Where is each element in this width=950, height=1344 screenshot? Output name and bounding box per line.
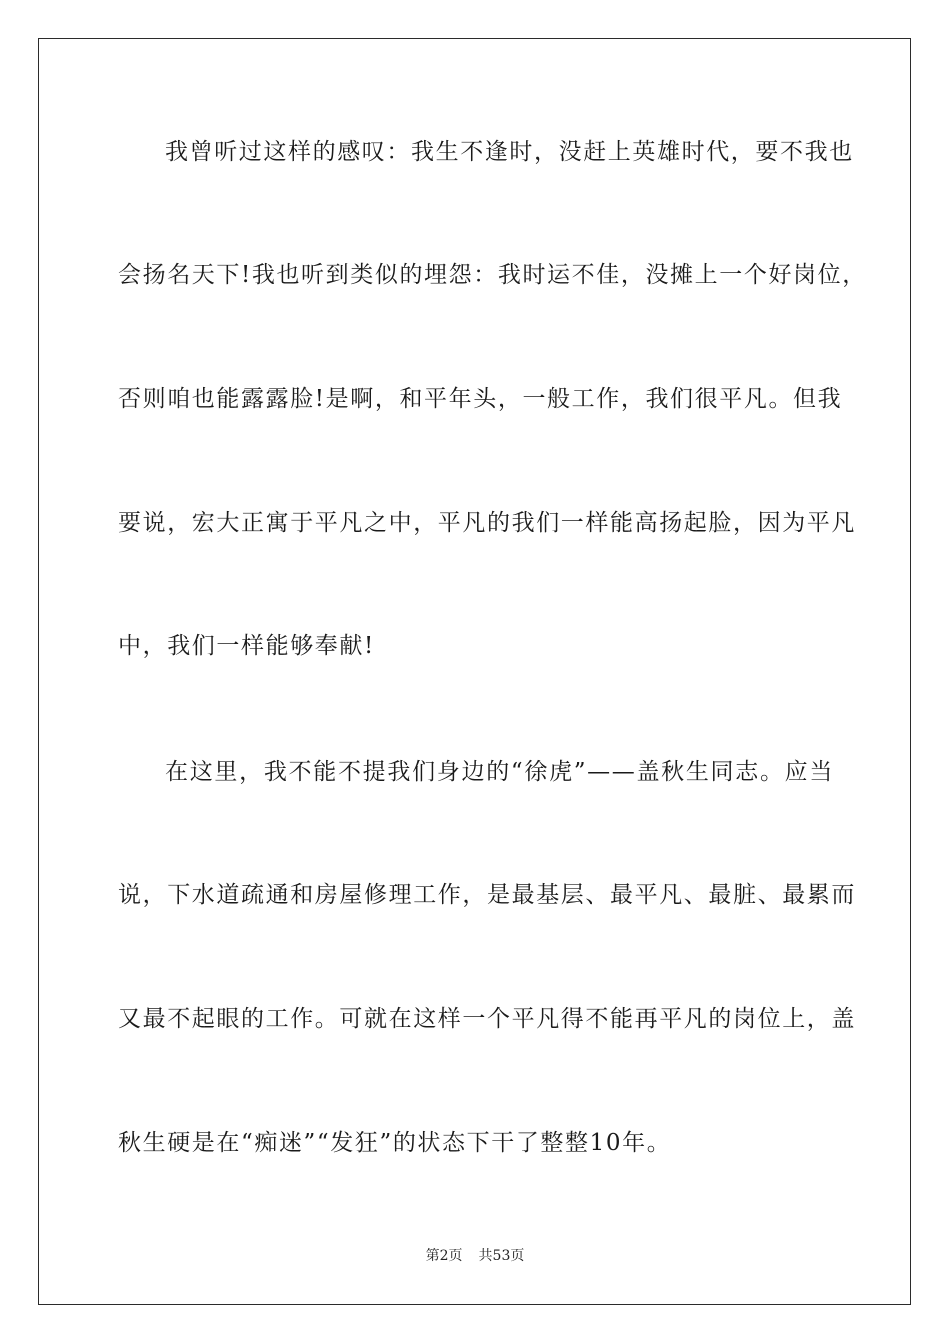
paragraph-2-line-4: 秋生硬是在“痴迷”“发狂”的状态下干了整整10年。 [118, 1130, 672, 1156]
page-border [38, 38, 911, 1305]
paragraph-2-line-3: 又最不起眼的工作。可就在这样一个平凡得不能再平凡的岗位上，盖 [118, 1006, 856, 1032]
paragraph-1-line-3: 否则咱也能露露脸!是啊，和平年头，一般工作，我们很平凡。但我 [118, 386, 843, 412]
paragraph-2-line-2: 说，下水道疏通和房屋修理工作，是最基层、最平凡、最脏、最累而 [118, 882, 856, 908]
paragraph-2-line-1: 在这里，我不能不提我们身边的“徐虎”——盖秋生同志。应当 [165, 759, 834, 785]
page-total: 共53页 [478, 1248, 525, 1264]
paragraph-1-line-1: 我曾听过这样的感叹：我生不逢时，没赶上英雄时代，要不我也 [165, 139, 854, 165]
page-number: 第2页 [425, 1248, 463, 1264]
paragraph-1-line-5: 中，我们一样能够奉献! [118, 633, 375, 659]
page-footer [0, 1247, 950, 1265]
paragraph-1-line-4: 要说，宏大正寓于平凡之中，平凡的我们一样能高扬起脸，因为平凡 [118, 510, 856, 536]
paragraph-1-line-2: 会扬名天下!我也听到类似的埋怨：我时运不佳，没摊上一个好岗位， [118, 262, 867, 288]
